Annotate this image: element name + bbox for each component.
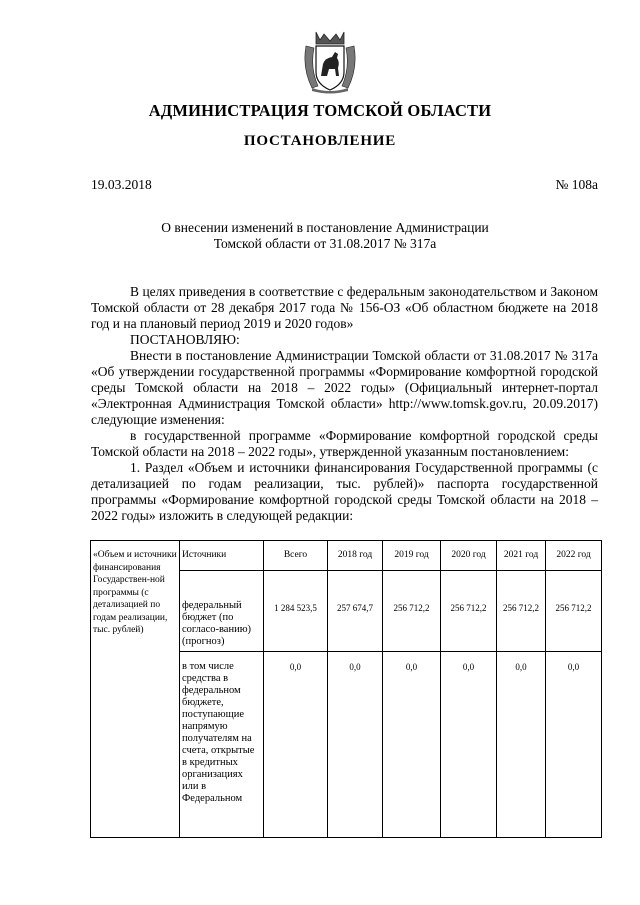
body-paragraph-3: в государственной программе «Формирование комфортной городской среды Томской области на 2018 – 2022 годы», утвержденной указанным постановлением: xyxy=(91,428,598,459)
table-col-header: 2022 год xyxy=(546,541,602,571)
document-body xyxy=(91,284,598,524)
agency-name: АДМИНИСТРАЦИЯ ТОМСКОЙ ОБЛАСТИ xyxy=(148,101,492,120)
table-cell-source: федеральный бюджет (по согласо-ванию) (прогноз) xyxy=(180,571,264,652)
document-number: № 108а xyxy=(555,177,598,192)
table-cell: 256 712,2 xyxy=(441,571,497,652)
table-cell-source: в том числе средства в федеральном бюджете, поступающие напрямую получателям на счета, открытые в кредитных организациях или в Федеральном xyxy=(180,652,264,838)
document-type: ПОСТАНОВЛЕНИЕ xyxy=(243,133,397,149)
table-col-header: 2018 год xyxy=(328,541,383,571)
table-cell: 256 712,2 xyxy=(383,571,441,652)
table-cell: 256 712,2 xyxy=(497,571,546,652)
coat-of-arms-icon xyxy=(302,28,358,94)
title-line-2: Томской области от 31.08.2017 № 317а xyxy=(213,235,437,251)
table-cell: 0,0 xyxy=(383,652,441,838)
financing-table xyxy=(90,540,602,838)
table-col-header: 2020 год xyxy=(441,541,497,571)
table-cell: 0,0 xyxy=(328,652,383,838)
table-col-header: 2019 год xyxy=(383,541,441,571)
table-col-header: Всего xyxy=(264,541,328,571)
body-paragraph-4: 1. Раздел «Объем и источники финансирования Государственной программы (с детализацией по годам реализации, тыс. рублей)» паспорта государственной программы «Формирование комфортной городской среды Томской области на 2018 – 2022 годы» изложить в следующей редакции: xyxy=(91,460,598,523)
table-cell: 0,0 xyxy=(264,652,328,838)
table-cell: 0,0 xyxy=(441,652,497,838)
table-cell: 257 674,7 xyxy=(328,571,383,652)
body-paragraph-2: Внести в постановление Администрации Томской области от 31.08.2017 № 317а «Об утверждении государственной программы «Формирование комфортной городской среды Томской области на 2018 – 2022 годы» (Официальный интернет-портал «Электронная Администрация Томской области» http://www.tomsk.gov.ru, 20.09.2017) следующие изменения: xyxy=(91,348,598,427)
table-cell: 1 284 523,5 xyxy=(264,571,328,652)
body-paragraph-resolve: ПОСТАНОВЛЯЮ: xyxy=(130,332,240,347)
table-col-header: 2021 год xyxy=(497,541,546,571)
document-date: 19.03.2018 xyxy=(91,177,152,192)
table-cell: 256 712,2 xyxy=(546,571,602,652)
table-cell: 0,0 xyxy=(497,652,546,838)
table-header-row xyxy=(91,541,602,571)
table-row-header: «Объем и источники финансирования Государствен-ной программы (с детализацией по годам реализации, тыс. рублей) xyxy=(91,541,180,838)
document-title xyxy=(120,220,530,251)
table-cell: 0,0 xyxy=(546,652,602,838)
title-line-1: О внесении изменений в постановление Администрации xyxy=(161,220,489,235)
body-paragraph-1: В целях приведения в соответствие с федеральным законодательством и Законом Томской области от 28 декабря 2017 года № 156-ОЗ «Об областном бюджете на 2018 год и на плановый период 2019 и 2020 годов» xyxy=(91,284,598,331)
table-col-header: Источники xyxy=(180,541,264,571)
